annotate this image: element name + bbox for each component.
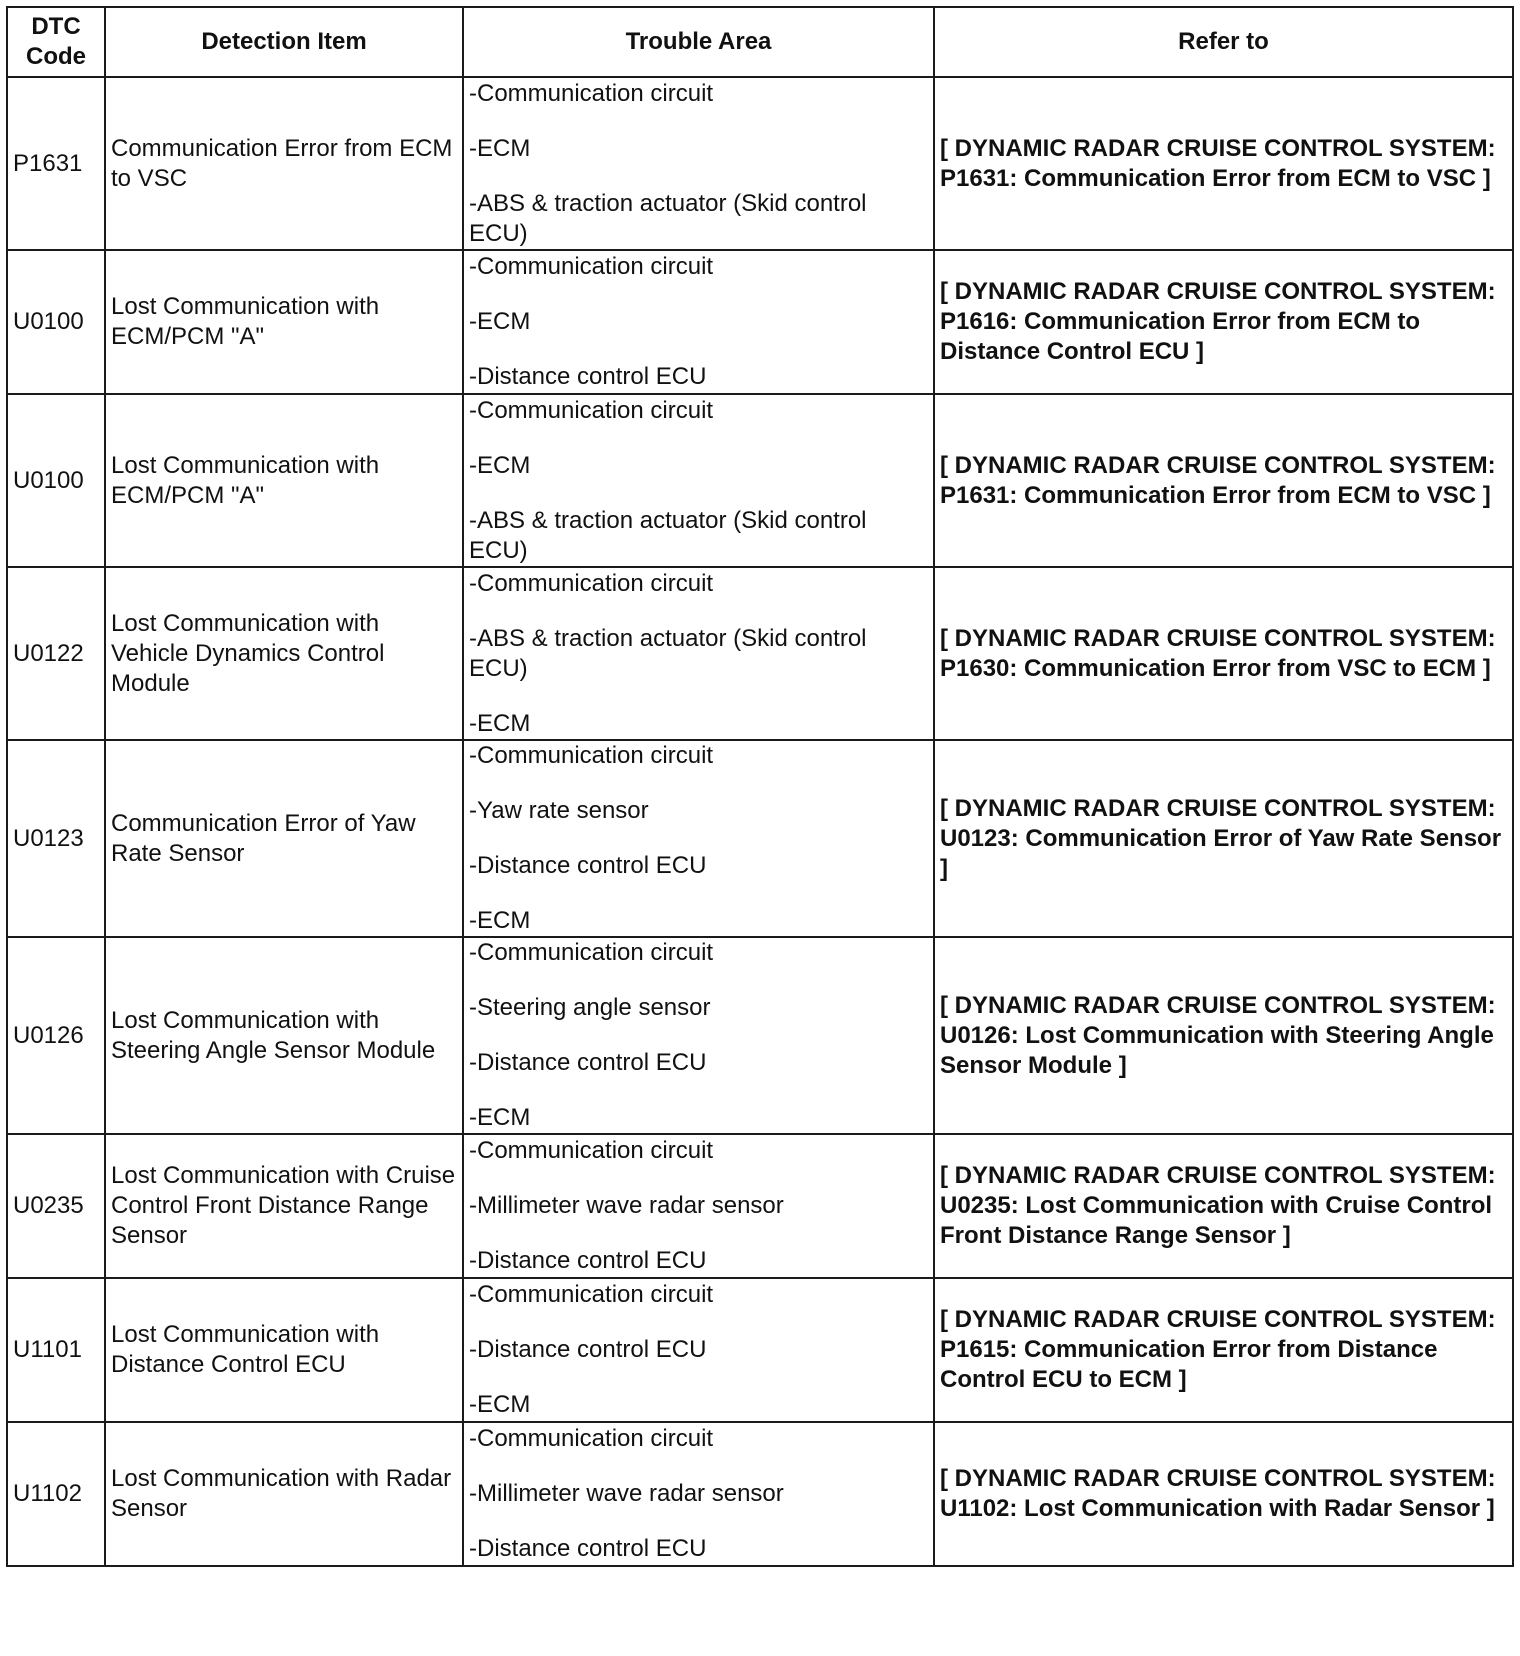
trouble-area-item: -Communication circuit	[469, 742, 714, 769]
trouble-area-cell	[463, 567, 934, 740]
detection-item-cell: Communication Error from ECM to VSC	[105, 77, 463, 250]
trouble-area-item: -Communication circuit	[469, 939, 714, 966]
trouble-area-cell	[463, 1134, 934, 1278]
trouble-area-item: -Distance control ECU	[469, 852, 707, 879]
trouble-area-item: -Distance control ECU	[469, 1049, 707, 1076]
trouble-area-item: -ECM	[469, 1391, 531, 1418]
trouble-area-item: -ECM	[469, 907, 531, 934]
detection-item-cell: Lost Communication with ECM/PCM "A"	[105, 394, 463, 567]
trouble-area-item: -Distance control ECU	[469, 363, 707, 390]
refer-to-link[interactable]: [ DYNAMIC RADAR CRUISE CONTROL SYSTEM: P1615: Communication Error from Distance Control ECU to ECM ]	[934, 1278, 1513, 1422]
trouble-area-cell	[463, 77, 934, 250]
table-row	[7, 77, 1513, 250]
trouble-area-cell	[463, 937, 934, 1134]
header-dtc-code: DTC Code	[7, 7, 105, 77]
header-refer-to: Refer to	[934, 7, 1513, 77]
trouble-area-cell	[463, 394, 934, 567]
trouble-area-item: -Steering angle sensor	[469, 994, 711, 1021]
trouble-area-cell	[463, 740, 934, 937]
table-row	[7, 937, 1513, 1134]
dtc-code-cell: U1102	[7, 1422, 105, 1566]
trouble-area-item: -Communication circuit	[469, 396, 714, 424]
header-trouble-area: Trouble Area	[463, 7, 934, 77]
trouble-area-item: -ECM	[469, 709, 531, 737]
trouble-area-item: -Distance control ECU	[469, 1336, 707, 1363]
trouble-area-item: -Millimeter wave radar sensor	[469, 1192, 784, 1219]
trouble-area-cell	[463, 1278, 934, 1422]
trouble-area-item: -Communication circuit	[469, 1137, 714, 1164]
table-row	[7, 567, 1513, 740]
trouble-area-cell	[463, 250, 934, 394]
table-row	[7, 740, 1513, 937]
table-row	[7, 250, 1513, 394]
refer-to-link[interactable]: [ DYNAMIC RADAR CRUISE CONTROL SYSTEM: P1616: Communication Error from ECM to Distance Control ECU ]	[934, 250, 1513, 394]
dtc-code-cell: U0123	[7, 740, 105, 937]
dtc-code-cell: P1631	[7, 77, 105, 250]
trouble-area-item: -ABS & traction actuator (Skid control ECU)	[469, 506, 867, 564]
dtc-code-cell: U1101	[7, 1278, 105, 1422]
detection-item-cell: Lost Communication with ECM/PCM "A"	[105, 250, 463, 394]
trouble-area-item: -ABS & traction actuator (Skid control ECU)	[469, 624, 867, 682]
detection-item-cell: Lost Communication with Distance Control ECU	[105, 1278, 463, 1422]
dtc-table	[6, 6, 1514, 1567]
dtc-code-cell: U0100	[7, 250, 105, 394]
trouble-area-item: -ABS & traction actuator (Skid control ECU)	[469, 189, 867, 247]
refer-to-link[interactable]: [ DYNAMIC RADAR CRUISE CONTROL SYSTEM: U0126: Lost Communication with Steering Angle Sensor Module ]	[934, 937, 1513, 1134]
trouble-area-item: -Communication circuit	[469, 1281, 714, 1308]
table-row	[7, 394, 1513, 567]
table-header-row	[7, 7, 1513, 77]
trouble-area-item: -Communication circuit	[469, 1425, 714, 1452]
header-detection-item: Detection Item	[105, 7, 463, 77]
refer-to-link[interactable]: [ DYNAMIC RADAR CRUISE CONTROL SYSTEM: U0235: Lost Communication with Cruise Control Front Distance Range Sensor ]	[934, 1134, 1513, 1278]
detection-item-cell: Lost Communication with Cruise Control Front Distance Range Sensor	[105, 1134, 463, 1278]
table-row	[7, 1422, 1513, 1566]
refer-to-link[interactable]: [ DYNAMIC RADAR CRUISE CONTROL SYSTEM: U0123: Communication Error of Yaw Rate Sensor ]	[934, 740, 1513, 937]
detection-item-cell: Lost Communication with Radar Sensor	[105, 1422, 463, 1566]
refer-to-link[interactable]: [ DYNAMIC RADAR CRUISE CONTROL SYSTEM: P1631: Communication Error from ECM to VSC ]	[934, 394, 1513, 567]
detection-item-cell: Lost Communication with Vehicle Dynamics Control Module	[105, 567, 463, 740]
trouble-area-item: -Yaw rate sensor	[469, 797, 649, 824]
table-row	[7, 1278, 1513, 1422]
trouble-area-item: -Communication circuit	[469, 569, 714, 597]
detection-item-cell: Communication Error of Yaw Rate Sensor	[105, 740, 463, 937]
trouble-area-item: -ECM	[469, 134, 531, 162]
trouble-area-cell	[463, 1422, 934, 1566]
dtc-code-cell: U0122	[7, 567, 105, 740]
detection-item-cell: Lost Communication with Steering Angle Sensor Module	[105, 937, 463, 1134]
table-row	[7, 1134, 1513, 1278]
trouble-area-item: -Millimeter wave radar sensor	[469, 1480, 784, 1507]
trouble-area-item: -ECM	[469, 451, 531, 479]
dtc-code-cell: U0126	[7, 937, 105, 1134]
refer-to-link[interactable]: [ DYNAMIC RADAR CRUISE CONTROL SYSTEM: P1631: Communication Error from ECM to VSC ]	[934, 77, 1513, 250]
dtc-code-cell: U0100	[7, 394, 105, 567]
refer-to-link[interactable]: [ DYNAMIC RADAR CRUISE CONTROL SYSTEM: P1630: Communication Error from VSC to ECM ]	[934, 567, 1513, 740]
trouble-area-item: -Distance control ECU	[469, 1535, 707, 1562]
dtc-code-cell: U0235	[7, 1134, 105, 1278]
trouble-area-item: -Communication circuit	[469, 253, 714, 280]
table-body	[7, 77, 1513, 1566]
trouble-area-item: -ECM	[469, 308, 531, 335]
refer-to-link[interactable]: [ DYNAMIC RADAR CRUISE CONTROL SYSTEM: U1102: Lost Communication with Radar Sensor ]	[934, 1422, 1513, 1566]
trouble-area-item: -ECM	[469, 1104, 531, 1131]
trouble-area-item: -Communication circuit	[469, 79, 714, 107]
trouble-area-item: -Distance control ECU	[469, 1247, 707, 1274]
